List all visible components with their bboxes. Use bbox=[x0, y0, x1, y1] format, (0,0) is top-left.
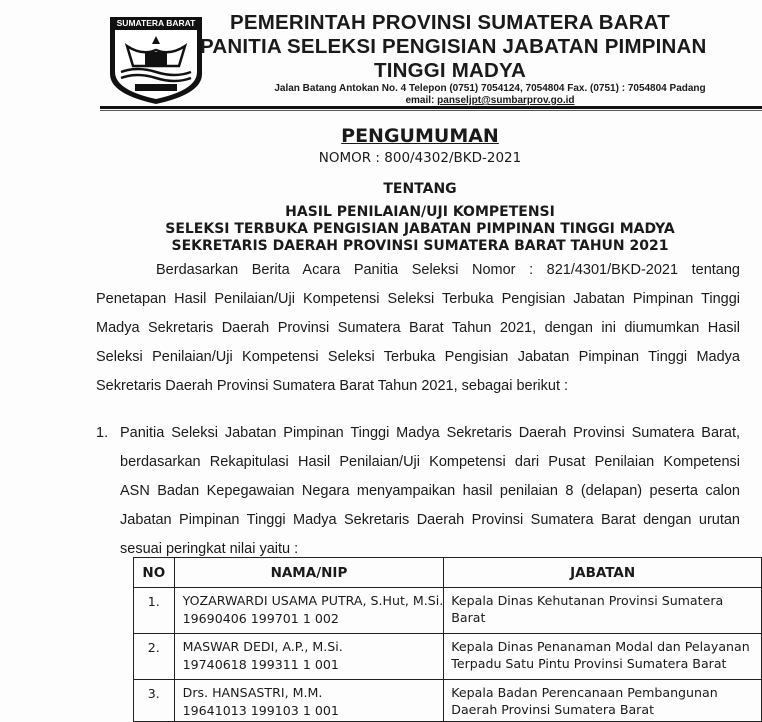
intro-line: Sekretaris Daerah Provinsi Sumatera Barat Tahun 2021, sebagai berikut : bbox=[96, 378, 569, 394]
letterhead-address: Jalan Batang Antokan No. 4 Telepon (0751) 7054124, 7054804 Fax. (0751) : 7054804 Padang bbox=[274, 83, 706, 94]
header-name-nip: NAMA/NIP bbox=[174, 558, 444, 588]
row-no: 1. bbox=[134, 588, 175, 634]
candidate-nip: 19690406 199701 1 002 bbox=[182, 611, 339, 626]
header-no: NO bbox=[134, 558, 175, 588]
email-label: email: bbox=[405, 95, 435, 106]
candidate-nip: 19740618 199311 1 001 bbox=[182, 657, 339, 672]
row-position: Kepala Badan Perencanaan Pembangunan Daerah Provinsi Sumatera Barat bbox=[444, 680, 762, 722]
row-name-nip bbox=[174, 588, 444, 634]
row-position: Kepala Dinas Penanaman Modal dan Pelayanan Terpadu Satu Pintu Provinsi Sumatera Barat bbox=[444, 634, 762, 680]
candidate-nip: 19641013 199103 1 001 bbox=[182, 703, 339, 718]
subject-line-1: HASIL PENILAIAN/UJI KOMPETENSI bbox=[285, 204, 555, 220]
candidate-name: MASWAR DEDI, A.P., M.Si. bbox=[182, 639, 343, 654]
letterhead-line-3: TINGGI MADYA bbox=[374, 59, 526, 82]
email-link[interactable]: panseljpt@sumbarprov.go.id bbox=[437, 95, 575, 106]
item-1-paragraph bbox=[120, 419, 740, 564]
letterhead-divider bbox=[100, 106, 762, 109]
table-row bbox=[134, 588, 762, 634]
letterhead-line-1: PEMERINTAH PROVINSI SUMATERA BARAT bbox=[230, 11, 670, 34]
announcement-number: NOMOR : 800/4302/BKD-2021 bbox=[318, 150, 522, 166]
row-position: Kepala Dinas Kehutanan Provinsi Sumatera Barat bbox=[444, 588, 762, 634]
item-line: Panitia Seleksi Jabatan Pimpinan Tinggi Madya Sekretaris Daerah Provinsi Sumatera Barat, bbox=[120, 425, 740, 441]
intro-line: Berdasarkan Berita Acara Panitia Seleksi Nomor : 821/4301/BKD-2021 tentang bbox=[156, 262, 740, 278]
subject-line-3: SEKRETARIS DAERAH PROVINSI SUMATERA BARAT TAHUN 2021 bbox=[171, 238, 669, 254]
intro-line: Madya Sekretaris Daerah Provinsi Sumatera Barat Tahun 2021, dengan ini diumumkan Hasil bbox=[96, 320, 740, 336]
table-row bbox=[134, 634, 762, 680]
announcement-title: PENGUMUMAN bbox=[341, 125, 499, 147]
row-no: 3. bbox=[134, 680, 175, 722]
row-name-nip bbox=[174, 680, 444, 722]
subject-line-2: SELEKSI TERBUKA PENGISIAN JABATAN PIMPINAN TINGGI MADYA bbox=[165, 221, 675, 237]
intro-paragraph bbox=[96, 256, 740, 401]
candidate-name: YOZARWARDI USAMA PUTRA, S.Hut, M.Si. bbox=[182, 593, 444, 608]
svg-text:SUMATERA BARAT: SUMATERA BARAT bbox=[116, 18, 196, 28]
row-name-nip bbox=[174, 634, 444, 680]
table-header-row bbox=[134, 558, 762, 588]
header-position: JABATAN bbox=[444, 558, 762, 588]
letterhead-divider-thin bbox=[100, 110, 762, 111]
item-line: ASN Badan Kepegawaian Negara menyampaikan hasil penilaian 8 (delapan) peserta calon bbox=[120, 483, 740, 499]
letterhead-line-2: PANITIA SELEKSI PENGISIAN JABATAN PIMPINAN bbox=[200, 35, 707, 58]
intro-line: Seleksi Penilaian/Uji Kompetensi Seleksi Terbuka Pengisian Jabatan Pimpinan Tinggi Madya bbox=[96, 349, 740, 365]
sumatera-barat-emblem-logo bbox=[107, 14, 205, 106]
intro-line: Penetapan Hasil Penilaian/Uji Kompetensi Seleksi Terbuka Pengisian Jabatan Pimpinan Tinggi bbox=[96, 291, 740, 307]
table-row bbox=[134, 680, 762, 722]
announcement-about: TENTANG bbox=[383, 181, 457, 197]
item-1-number: 1. bbox=[96, 425, 109, 441]
candidate-name: Drs. HANSASTRI, M.M. bbox=[182, 685, 323, 700]
item-line: Jabatan Pimpinan Tinggi Madya Sekretaris Daerah Provinsi Sumatera Barat dengan urutan bbox=[120, 512, 740, 528]
item-line: berdasarkan Rekapitulasi Hasil Penilaian/Uji Kompetensi dari Pusat Penilaian Kompetensi bbox=[120, 454, 740, 470]
row-no: 2. bbox=[134, 634, 175, 680]
item-line: sesuai peringkat nilai yaitu : bbox=[120, 541, 299, 557]
candidates-table bbox=[133, 557, 762, 722]
